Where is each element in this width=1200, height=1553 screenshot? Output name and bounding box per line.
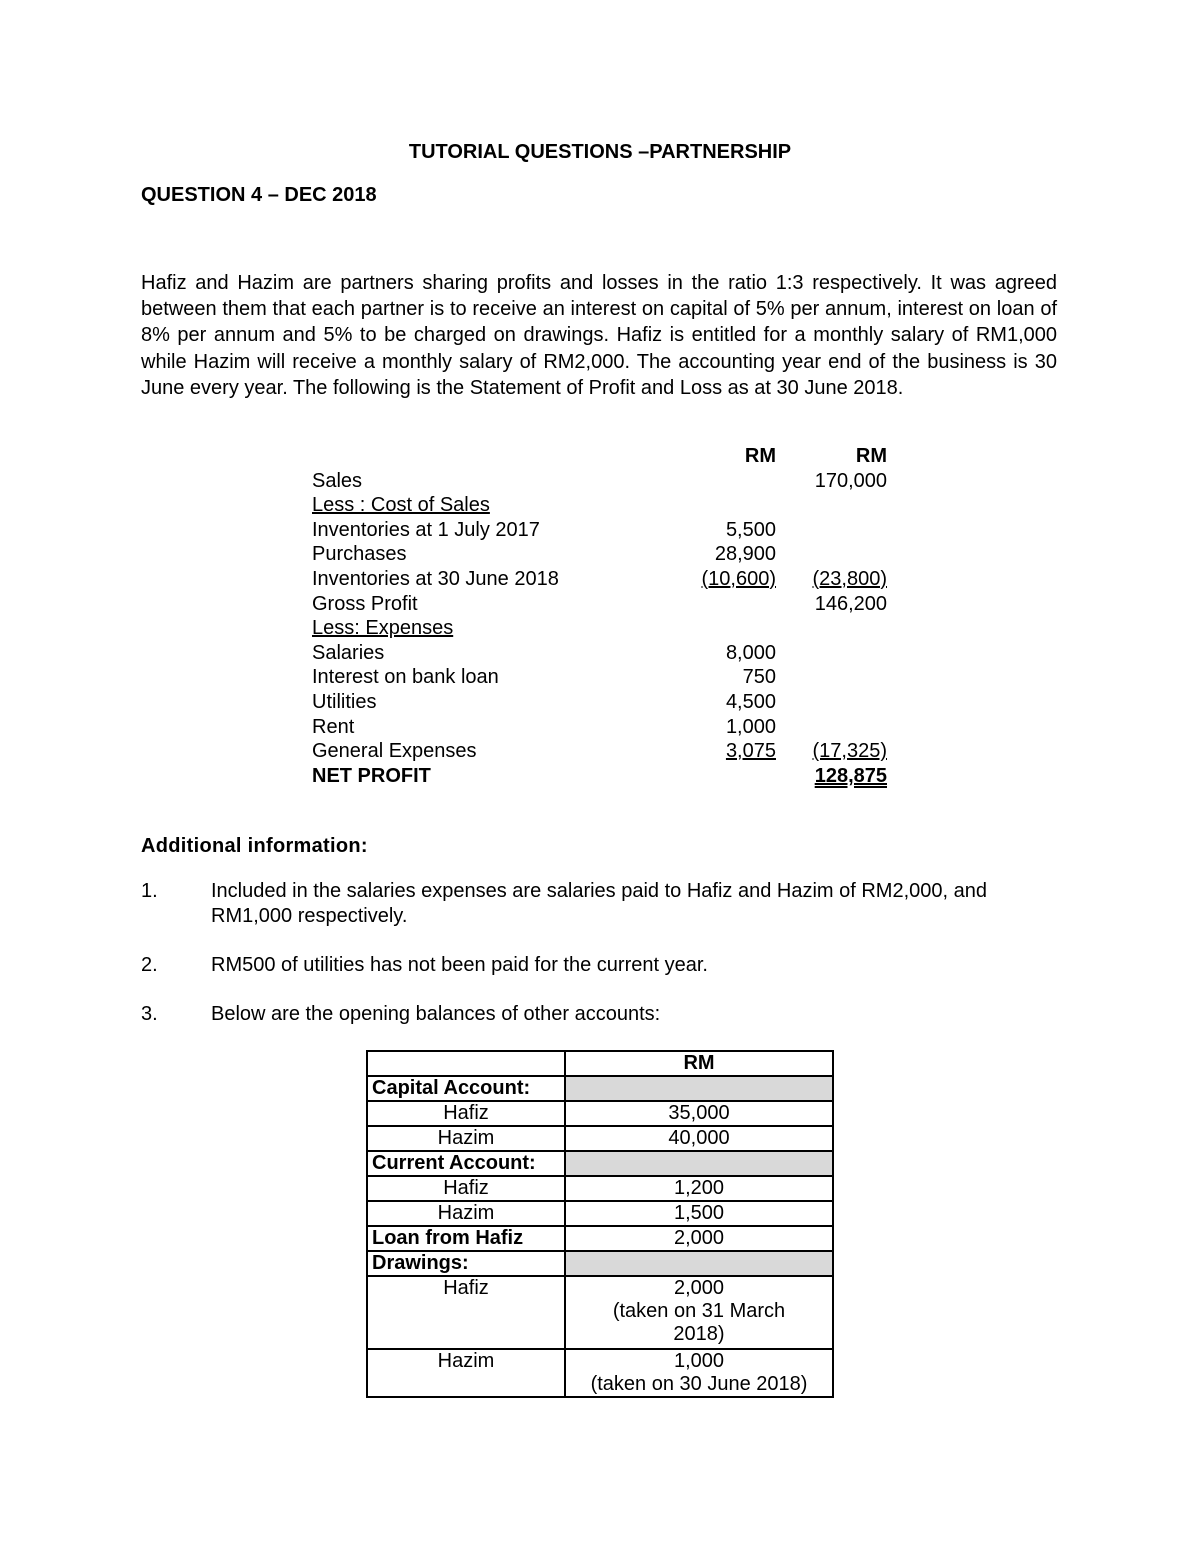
table-row	[367, 1349, 833, 1397]
statement-row-rent	[312, 715, 892, 740]
table-cell: 1,500	[565, 1201, 833, 1226]
statement-label: Rent	[312, 715, 355, 738]
statement-value: (10,600)	[701, 567, 776, 590]
statement-row-closing-inventory	[312, 567, 892, 592]
statement-row-opening-inventory	[312, 518, 892, 543]
table-row	[367, 1251, 833, 1276]
statement-value: 4,500	[725, 690, 776, 713]
list-item-text: Included in the salaries expenses are salaries paid to Hafiz and Hazim of RM2,000, and RM1,000 respectively.	[211, 880, 987, 927]
statement-row-purchases	[312, 542, 892, 567]
table-section-label: Capital Account:	[367, 1076, 565, 1101]
table-cell: 2,000	[565, 1226, 833, 1251]
question-heading: QUESTION 4 – DEC 2018	[141, 184, 377, 206]
table-cell-shaded	[565, 1076, 833, 1101]
statement-value: 3,075	[725, 740, 776, 763]
table-cell	[367, 1051, 565, 1076]
table-row	[367, 1176, 833, 1201]
intro-paragraph: Hafiz and Hazim are partners sharing profits and losses in the ratio 1:3 respectively. It was agreed between them that each partner is to receive an interest on capital of 5% per annum, interest on loan of 8% per annum and 5% to be charged on drawings. Hafiz is entitled for a monthly salary of RM1,000 while Hazim will receive a monthly salary of RM2,000. The accounting year end of the business is 30 June every year. The following is the Statement of Profit and Loss as at 30 June 2018.	[141, 272, 1057, 399]
statement-label: Inventories at 1 July 2017	[312, 518, 540, 541]
statement-label: Inventories at 30 June 2018	[312, 567, 559, 590]
table-row	[367, 1151, 833, 1176]
statement-value: 128,875	[814, 764, 887, 787]
statement-row-expenses-heading	[312, 616, 892, 641]
table-cell	[565, 1276, 833, 1349]
table-row	[367, 1076, 833, 1101]
profit-loss-statement	[312, 444, 892, 788]
statement-value: (23,800)	[812, 567, 887, 590]
table-row	[367, 1126, 833, 1151]
table-cell: Hazim	[367, 1201, 565, 1226]
table-row	[367, 1226, 833, 1251]
table-cell: Hafiz	[367, 1101, 565, 1126]
statement-value: 28,900	[714, 543, 776, 566]
statement-label: Sales	[312, 469, 363, 492]
statement-value: (17,325)	[812, 740, 887, 763]
table-cell-shaded	[565, 1151, 833, 1176]
list-item-number: 3.	[141, 1003, 158, 1025]
statement-row-general-expenses	[312, 739, 892, 764]
table-cell	[565, 1349, 833, 1397]
statement-label: Gross Profit	[312, 592, 418, 615]
list-item-text: Below are the opening balances of other accounts:	[211, 1003, 661, 1025]
statement-label: Purchases	[312, 543, 407, 566]
statement-row-net-profit	[312, 764, 892, 789]
table-section-label: Loan from Hafiz	[367, 1226, 565, 1251]
table-cell: Hazim	[367, 1349, 565, 1397]
table-cell-value: 2,000	[673, 1277, 725, 1299]
statement-label: Less : Cost of Sales	[312, 494, 490, 517]
statement-value: 170,000	[814, 469, 887, 492]
statement-label: NET PROFIT	[312, 764, 431, 787]
statement-value: 5,500	[725, 518, 776, 541]
table-section-label: Drawings:	[367, 1251, 565, 1276]
table-cell: 35,000	[565, 1101, 833, 1126]
list-item-number: 1.	[141, 880, 158, 902]
statement-value: 8,000	[725, 641, 776, 664]
statement-row-cost-of-sales-heading	[312, 493, 892, 518]
statement-label: Less: Expenses	[312, 617, 454, 640]
table-cell: Hafiz	[367, 1276, 565, 1349]
statement-label: Utilities	[312, 690, 377, 713]
list-item-number: 2.	[141, 954, 158, 976]
table-cell: 40,000	[565, 1126, 833, 1151]
statement-value: 750	[742, 666, 776, 689]
statement-row-utilities	[312, 690, 892, 715]
table-row	[367, 1201, 833, 1226]
statement-row-sales	[312, 469, 892, 494]
table-cell-note: (taken on 30 June 2018)	[590, 1373, 808, 1395]
table-row	[367, 1101, 833, 1126]
list-item-text: RM500 of utilities has not been paid for the current year.	[211, 954, 708, 976]
statement-value: 1,000	[725, 715, 776, 738]
statement-header-row	[312, 444, 892, 469]
statement-label: General Expenses	[312, 740, 477, 763]
table-row	[367, 1276, 833, 1349]
statement-label: Interest on bank loan	[312, 666, 499, 689]
table-cell-note: (taken on 31 March 2018)	[612, 1300, 786, 1345]
table-header-row	[367, 1051, 833, 1076]
table-cell: 1,200	[565, 1176, 833, 1201]
table-cell: Hafiz	[367, 1176, 565, 1201]
table-cell-value: 1,000	[673, 1350, 725, 1372]
statement-col2-header: RM	[855, 445, 887, 467]
page-title: TUTORIAL QUESTIONS –PARTNERSHIP	[408, 141, 792, 163]
statement-value: 146,200	[814, 592, 887, 615]
statement-row-gross-profit	[312, 592, 892, 617]
table-section-label: Current Account:	[367, 1151, 565, 1176]
additional-info-heading: Additional information:	[141, 835, 368, 857]
statement-row-salaries	[312, 641, 892, 666]
statement-label: Salaries	[312, 641, 385, 664]
table-header-rm: RM	[565, 1051, 833, 1076]
statement-row-interest-bank-loan	[312, 665, 892, 690]
statement-col1-header: RM	[744, 445, 776, 467]
table-cell-shaded	[565, 1251, 833, 1276]
opening-balances-table	[366, 1050, 834, 1398]
table-cell: Hazim	[367, 1126, 565, 1151]
